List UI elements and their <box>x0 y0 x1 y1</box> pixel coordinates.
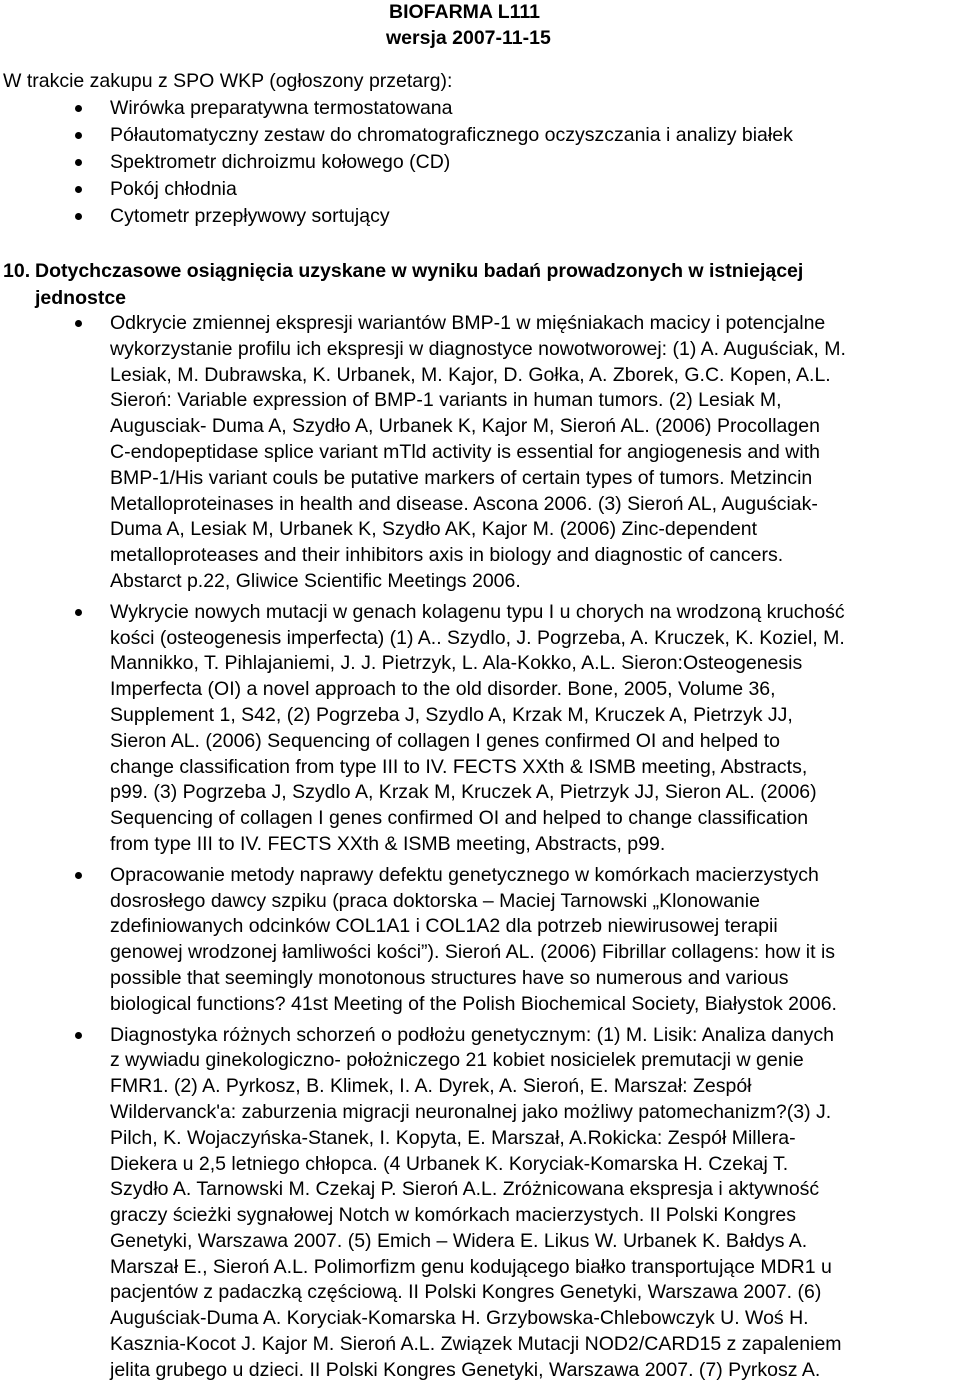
text-line: Odkrycie zmiennej ekspresji wariantów BMP-1 w mięśniakach macicy i potencjalne <box>110 312 826 334</box>
text-line: kości (osteogenesis imperfecta) (1) A.. Szydlo, J. Pogrzeba, A. Kruczek, K. Koziel, M. <box>110 626 845 649</box>
text-line: graczy ścieżki sygnałowej Notch w komórkach macierzystych. II Polski Kongres <box>110 1204 796 1227</box>
text-line: p99. (3) Pogrzeba J, Szydlo A, Krzak M, Kruczek A, Pietrzyk JJ, Sieron AL. (2006) <box>110 781 817 804</box>
text-line: Supplement 1, S42, (2) Pogrzeba J, Szydlo A, Krzak M, Kruczek A, Pietrzyk JJ, <box>110 703 793 726</box>
equipment-list <box>0 95 793 230</box>
bullet-icon <box>75 213 82 220</box>
text-line: biological functions? 41st Meeting of the Polish Biochemical Society, Białystok 2006. <box>110 992 837 1015</box>
section-heading <box>3 258 943 312</box>
text-line: Sieroń: Variable expression of BMP-1 variants in human tumors. (2) Lesiak M, <box>110 389 782 412</box>
bullet-icon <box>75 186 82 193</box>
list-item: Cytometr przepływowy sortujący <box>0 203 793 230</box>
text-line: Duma A, Lesiak M, Urbanek K, Szydło AK, Kajor M. (2006) Zinc-dependent <box>110 518 758 541</box>
text-line: pacjentów z padaczką częściową. II Polski Kongres Genetyki, Warszawa 2007. (6) <box>110 1281 822 1304</box>
text-line: Imperfecta (OI) a novel approach to the old disorder. Bone, 2005, Volume 36, <box>110 678 776 701</box>
section-number: 10. <box>3 260 31 282</box>
text-line: Pilch, K. Wojaczyńska-Stanek, I. Kopyta, E. Marszał, A.Rokicka: Zespół Millera- <box>110 1126 796 1149</box>
bullet-icon <box>75 320 82 327</box>
text-line: Abstarct p.22, Gliwice Scientific Meetings 2006. <box>110 569 521 592</box>
text-line: change classification from type III to IV. FECTS XXth & ISMB meeting, Abstracts, <box>110 755 808 778</box>
list-item: Półautomatyczny zestaw do chromatograficznego oczyszczania i analizy białek <box>0 122 793 149</box>
intro-text: W trakcie zakupu z SPO WKP (ogłoszony przetarg): <box>3 70 453 92</box>
text-line: genowej wrodzonej łamliwości kości”). Sieroń AL. (2006) Fibrillar collagens: how it is <box>110 941 836 964</box>
list-item <box>0 311 960 595</box>
bullet-icon <box>75 132 82 139</box>
text-line: Genetyki, Warszawa 2007. (5) Emich – Widera E. Likus W. Urbanek K. Bałdys A. <box>110 1229 808 1252</box>
text-line: dosrosłego dawcy szpiku (praca doktorska – Maciej Tarnowski „Klonowanie <box>110 889 760 912</box>
text-line: Kasznia-Kocot J. Kajor M. Sieroń A.L. Związek Mutacji NOD2/CARD15 z zapaleniem <box>110 1333 842 1356</box>
document-title: BIOFARMA L111 <box>389 1 540 23</box>
text-line: Wykrycie nowych mutacji w genach kolagenu typu I u chorych na wrodzoną kruchość <box>110 600 845 623</box>
text-line: Wildervanck'a: zaburzenia migracji neuronalnej jako możliwy patomechanizm?(3) J. <box>110 1100 832 1123</box>
text-line: wykorzystanie profilu ich ekspresji w diagnostyce nowotworowej: (1) A. Auguściak, M. <box>110 337 846 360</box>
list-item: Spektrometr dichroizmu kołowego (CD) <box>0 149 793 176</box>
text-line: Szydło A. Tarnowski M. Czekaj P. Sieroń A.L. Zróżnicowana ekspresja i aktywność <box>110 1178 820 1201</box>
text-line: Lesiak, M. Dubrawska, K. Urbanek, M. Kajor, D. Gołka, A. Zborek, G.C. Kopen, A.L. <box>110 363 831 386</box>
list-item: Pokój chłodnia <box>0 176 793 203</box>
list-item: Wirówka preparatywna termostatowana <box>0 95 793 122</box>
text-line: from type III to IV. FECTS XXth & ISMB meeting, Abstracts, p99. <box>110 832 666 855</box>
bullet-icon <box>75 105 82 112</box>
text-line: z wywiadu ginekologiczno- położniczego 21 kobiet nosicielek premutacji w genie <box>110 1049 804 1072</box>
text-line: Augusciak- Duma A, Szydło A, Urbanek K, Kajor M, Sieroń AL. (2006) Procollagen <box>110 415 820 438</box>
list-item <box>0 863 960 1018</box>
text-line: jelita grubego u dzieci. II Polski Kongres Genetyki, Warszawa 2007. (7) Pyrkosz A. <box>110 1358 821 1381</box>
bullet-icon <box>75 1032 82 1039</box>
text-line: possible that seemingly monotonous structures have so numerous and various <box>110 966 789 989</box>
text-line: Mannikko, T. Pihlajaniemi, J. J. Pietrzyk, L. Ala-Kokko, A.L. Sieron:Osteogenesis <box>110 652 803 675</box>
achievements-list <box>0 311 960 1389</box>
text-line: Marszał E., Sieroń A.L. Polimorfizm genu kodującego białko transportujące MDR1 u <box>110 1255 832 1278</box>
text-line: FMR1. (2) A. Pyrkosz, B. Klimek, I. A. Dyrek, A. Sieroń, E. Marszał: Zespół <box>110 1075 752 1098</box>
text-line: Diagnostyka różnych schorzeń o podłożu genetycznym: (1) M. Lisik: Analiza danych <box>110 1023 835 1046</box>
text-line: zdefiniowanych odcinków COL1A1 i COL1A2 dla potrzeb niewirusowej terapii <box>110 915 778 938</box>
section-title-line1: Dotychczasowe osiągnięcia uzyskane w wyniku badań prowadzonych w istniejącej <box>35 260 804 282</box>
text-line: Metalloproteinases in health and disease. Ascona 2006. (3) Sieroń AL, Auguściak- <box>110 492 818 515</box>
list-item <box>0 1023 960 1384</box>
document-version: wersja 2007-11-15 <box>386 27 551 49</box>
text-line: Opracowanie metody naprawy defektu genetycznego w komórkach macierzystych <box>110 863 819 886</box>
bullet-icon <box>75 609 82 616</box>
text-line: Sequencing of collagen I genes confirmed OI and helped to change classification <box>110 807 809 830</box>
bullet-icon <box>75 872 82 879</box>
text-line: Diekera u 2,5 letniego chłopca. (4 Urbanek K. Koryciak-Komarska H. Czekaj T. <box>110 1152 789 1175</box>
text-line: metalloproteases and their inhibitors axis in biology and diagnostic of cancers. <box>110 544 784 567</box>
bullet-icon <box>75 159 82 166</box>
list-item <box>0 600 960 858</box>
text-line: Sieron AL. (2006) Sequencing of collagen I genes confirmed OI and helped to <box>110 729 780 752</box>
text-line: Auguściak-Duma A. Koryciak-Komarska H. Grzybowska-Chlebowczyk U. Woś H. <box>110 1307 809 1330</box>
text-line: BMP-1/His variant couls be putative markers of certain types of tumors. Metzincin <box>110 466 813 489</box>
section-title-line2: jednostce <box>35 287 127 309</box>
text-line: C-endopeptidase splice variant mTld activity is essential for angiogenesis and with <box>110 440 820 463</box>
